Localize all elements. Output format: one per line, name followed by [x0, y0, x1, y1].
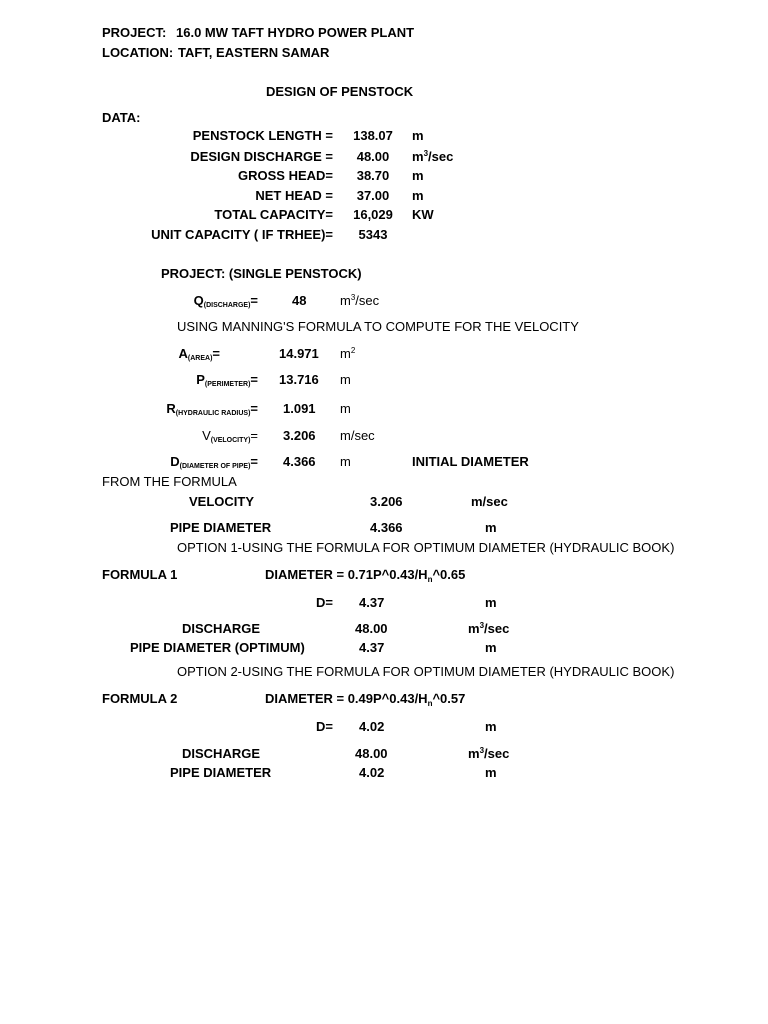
opt2-pipe-unit: m	[485, 765, 497, 780]
formula1-label: FORMULA 1	[102, 567, 178, 582]
opt2-discharge-label: DISCHARGE	[182, 746, 261, 761]
option2-heading: OPTION 2-USING THE FORMULA FOR OPTIMUM DIAMETER (HYDRAULIC BOOK)	[177, 664, 675, 679]
data-row-value: 37.00	[356, 188, 390, 203]
ff-pipe-label: PIPE DIAMETER	[170, 520, 272, 535]
location-value: TAFT, EASTERN SAMAR	[178, 45, 330, 60]
ff-velocity-label: VELOCITY	[189, 494, 255, 509]
ff-velocity-value: 3.206	[370, 494, 403, 509]
location-label: LOCATION:	[102, 45, 174, 60]
data-row-label: DESIGN DISCHARGE =	[190, 149, 333, 164]
q-value: 48	[292, 293, 307, 308]
ff-pipe-unit: m	[485, 520, 497, 535]
data-row-value: 138.07	[353, 128, 393, 143]
data-row-label: UNIT CAPACITY ( IF TRHEE)=	[151, 227, 333, 242]
perimeter-value: 13.716	[279, 372, 319, 387]
area-value: 14.971	[279, 346, 319, 361]
opt2-d-unit: m	[485, 719, 497, 734]
opt2-discharge-unit: $m^3/\sec$	[468, 746, 510, 761]
opt1-discharge-label: DISCHARGE	[182, 621, 261, 636]
option1-heading: OPTION 1-USING THE FORMULA FOR OPTIMUM DIAMETER (HYDRAULIC BOOK)	[177, 540, 675, 555]
formula2-label: FORMULA 2	[102, 691, 178, 706]
opt2-d-value: 4.02	[359, 719, 385, 734]
project-label: PROJECT:	[102, 25, 167, 40]
data-row-label: NET HEAD =	[255, 188, 333, 203]
data-row-value: 5343	[358, 227, 388, 242]
q-symbol: $Q_{(DISCHARGE)}=$	[193, 293, 258, 309]
data-row-value: 48.00	[356, 149, 390, 164]
diameter-value: 4.366	[283, 454, 316, 469]
formula1-expression: DIAMETER = $0.71P\^{}0.43/H_n\^{}0.65$	[265, 567, 466, 584]
opt2-pipe-value: 4.02	[359, 765, 385, 780]
opt2-pipe-label: PIPE DIAMETER	[170, 765, 272, 780]
data-row-unit: m	[412, 188, 424, 203]
ff-velocity-unit: m/sec	[471, 494, 508, 509]
velocity-value: 3.206	[283, 428, 316, 443]
diameter-symbol: $D_{(DIAMETER OF PIPE)}=$	[170, 454, 258, 470]
radius-value: 1.091	[283, 401, 316, 416]
opt1-d-label: D=	[316, 595, 333, 610]
opt1-d-unit: m	[485, 595, 497, 610]
project-value: 16.0 MW TAFT HYDRO POWER PLANT	[176, 25, 415, 40]
data-label: DATA:	[102, 110, 141, 125]
q-unit: $m^3/\sec$	[340, 293, 380, 308]
opt1-d-value: 4.37	[359, 595, 385, 610]
data-row-label: TOTAL CAPACITY=	[214, 207, 333, 222]
data-row-value: 16,029	[353, 207, 393, 222]
velocity-symbol: $V_{(VELOCITY)}=$	[202, 428, 258, 444]
data-row-label: GROSS HEAD=	[238, 168, 333, 183]
opt1-discharge-value: 48.00	[355, 621, 388, 636]
manning-note: USING MANNING'S FORMULA TO COMPUTE FOR THE VELOCITY	[177, 319, 579, 334]
formula2-expression: DIAMETER = $0.49P\^{}0.43/H_n\^{}0.57$	[265, 691, 466, 708]
perimeter-symbol: $P_{(PERIMETER)}=$	[196, 372, 258, 388]
data-row-value: 38.70	[356, 168, 390, 183]
perimeter-unit: m	[340, 372, 351, 387]
diameter-unit: m	[340, 454, 351, 469]
opt1-pipe-value: 4.37	[359, 640, 385, 655]
single-penstock-heading: PROJECT: (SINGLE PENSTOCK)	[161, 266, 362, 281]
opt2-d-label: D=	[316, 719, 333, 734]
radius-unit: m	[340, 401, 351, 416]
data-row-label: PENSTOCK LENGTH =	[192, 128, 333, 143]
radius-symbol: $R_{(HYDRAULIC RADIUS)}=$	[166, 401, 258, 417]
ff-pipe-value: 4.366	[370, 520, 403, 535]
opt1-pipe-label: PIPE DIAMETER (OPTIMUM)	[130, 640, 305, 655]
initial-diameter-note: INITIAL DIAMETER	[412, 454, 529, 469]
opt1-pipe-unit: m	[485, 640, 497, 655]
data-row-unit: m	[412, 168, 424, 183]
page-title: DESIGN OF PENSTOCK	[266, 84, 414, 99]
from-formula-label: FROM THE FORMULA	[102, 474, 237, 489]
area-unit: $m^2$	[340, 346, 356, 361]
data-row-unit: KW	[412, 207, 434, 222]
area-symbol: $A_{(AREA)}=$	[178, 346, 220, 362]
velocity-unit: m/sec	[340, 428, 375, 443]
data-row-unit: m	[412, 128, 424, 143]
opt1-discharge-unit: $m^3/\sec$	[468, 621, 510, 636]
data-row-unit: $m^3/\sec$	[412, 149, 454, 164]
opt2-discharge-value: 48.00	[355, 746, 388, 761]
